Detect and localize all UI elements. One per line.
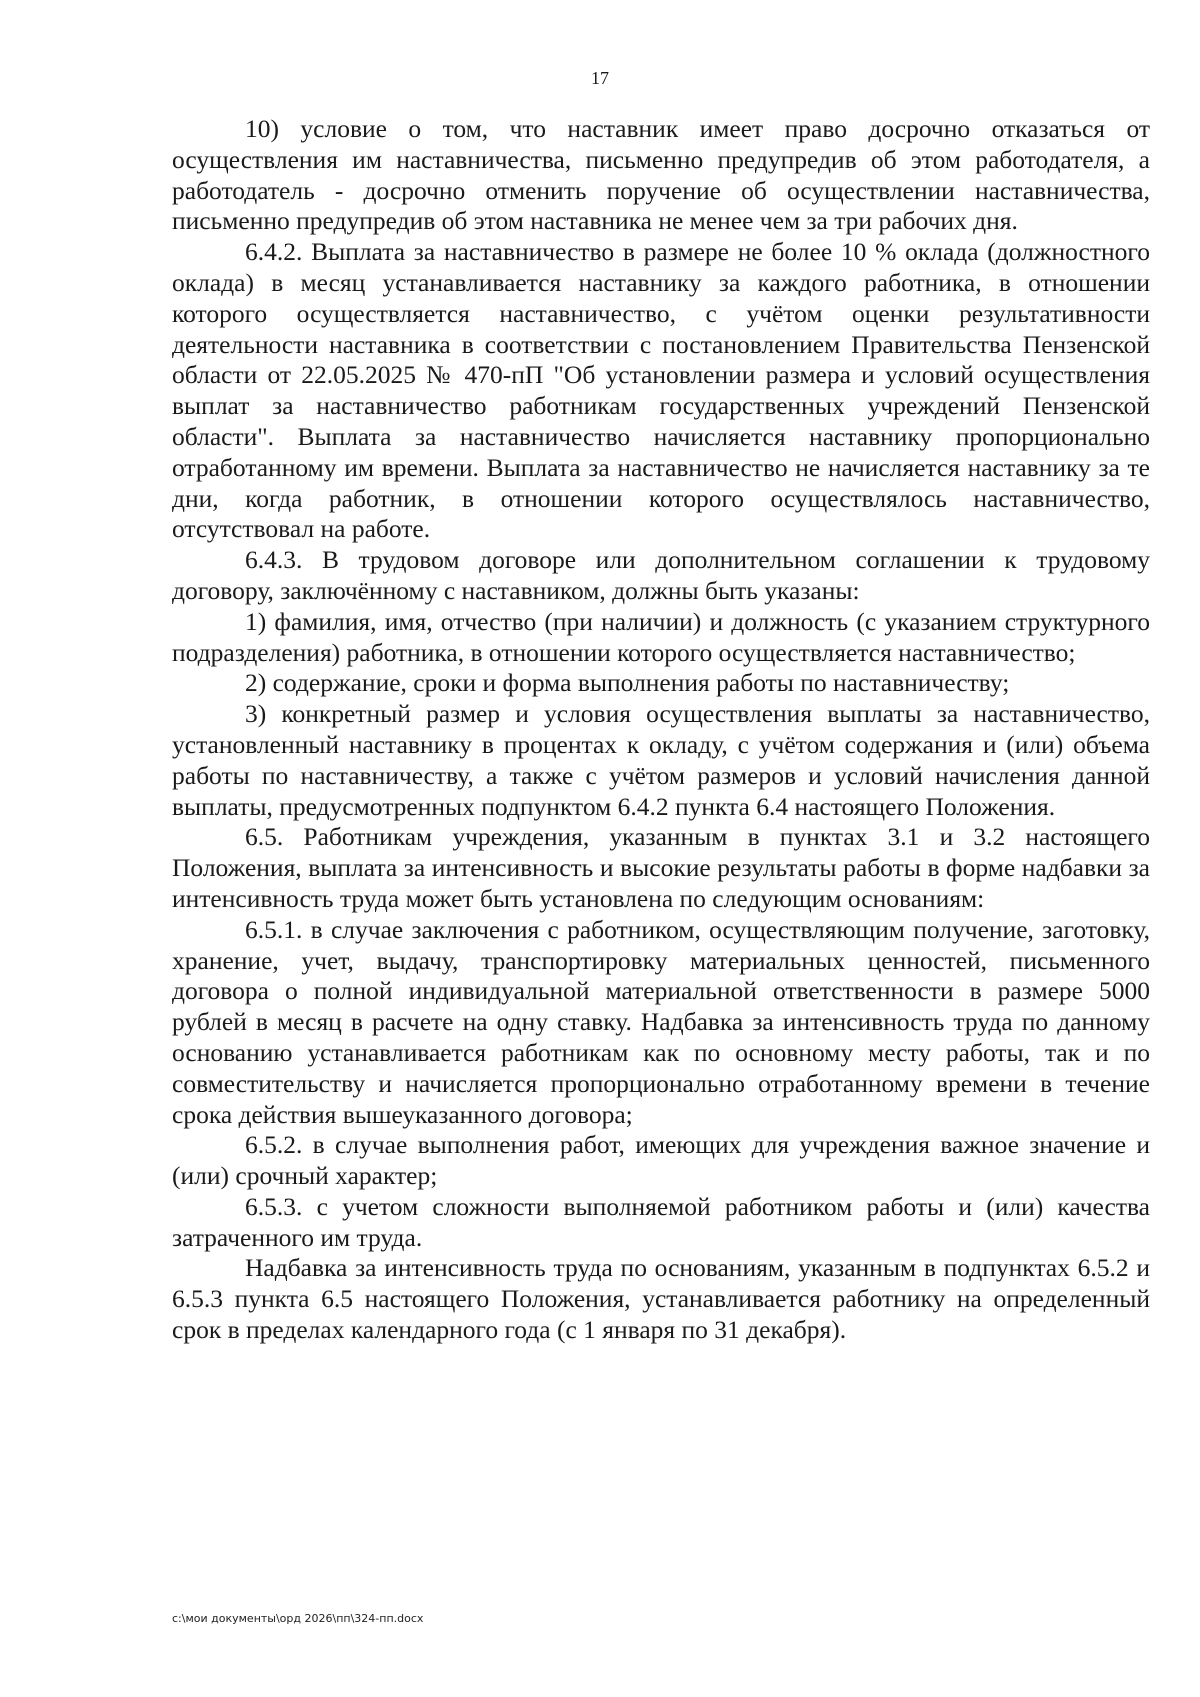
file-path-footer: c:\мои документы\орд 2026\пп\324-пп.docx <box>172 1612 424 1625</box>
page-number: 17 <box>591 68 609 88</box>
paragraph-6-5-1: 6.5.1. в случае заключения с работником, осуществляющим получение, заготовку, хранение, учет, выдачу, транспортировку материальных ценностей, письменного договора о полной индивидуальной материальной ответственности в размере 5000 рублей в месяц в расчете на одну ставку. Надбавка за интенсивность труда по данному основанию устанавливается работникам как по основному месту работы, так и по совместительству и начисляется пропорционально отработанному времени в течение срока действия вышеуказанного договора; <box>172 914 1150 1129</box>
paragraph-intensity-allowance: Надбавка за интенсивность труда по основаниям, указанным в подпунктах 6.5.2 и 6.5.3 пункта 6.5 настоящего Положения, устанавливается работнику на определенный срок в пределах календарного года (с 1 января по 31 декабря). <box>172 1253 1150 1345</box>
paragraph-item-10-mentor-refusal: 10) условие о том, что наставник имеет право досрочно отказаться от осуществления им наставничества, письменно предупредив об этом работодателя, а работодатель - досрочно отменить поручение об осуществлении наставничества, письменно предупредив об этом наставника не менее чем за три рабочих дня. <box>172 114 1150 236</box>
list-item-3: 3) конкретный размер и условия осуществления выплаты за наставничество, установленный наставнику в процентах к окладу, с учётом содержания и (или) объема работы по наставничеству, а также с учётом размеров и условий начисления данной выплаты, предусмотренных подпунктом 6.4.2 пункта 6.4 настоящего Положения. <box>172 699 1150 821</box>
list-item-2: 2) содержание, сроки и форма выполнения работы по наставничеству; <box>245 668 1010 698</box>
list-item-1: 1) фамилия, имя, отчество (при наличии) и должность (с указанием структурного подразделения) работника, в отношении которого осуществляется наставничество; <box>172 606 1150 667</box>
paragraph-6-4-2: 6.4.2. Выплата за наставничество в размере не более 10 % оклада (должностного оклада) в месяц устанавливается наставнику за каждого работника, в отношении которого осуществляется наставничество, с учётом оценки результативности деятельности наставника в соответствии с постановлением Правительства Пензенской области от 22.05.2025 № 470-пП "Об установлении размера и условий осуществления выплат за наставничество работникам государственных учреждений Пензенской области". Выплата за наставничество начисляется наставнику пропорционально отработанному им времени. Выплата за наставничество не начисляется наставнику за те дни, когда работник, в отношении которого осуществлялось наставничество, отсутствовал на работе. <box>172 237 1150 544</box>
paragraph-6-5-3: 6.5.3. с учетом сложности выполняемой работником работы и (или) качества затраченного им труда. <box>172 1191 1150 1252</box>
paragraph-6-4-3: 6.4.3. В трудовом договоре или дополнительном соглашении к трудовому договору, заключённому с наставником, должны быть указаны: <box>172 545 1150 605</box>
paragraph-6-5: 6.5. Работникам учреждения, указанным в пунктах 3.1 и 3.2 настоящего Положения, выплата за интенсивность и высокие результаты работы в форме надбавки за интенсивность труда может быть установлена по следующим основаниям: <box>172 822 1150 913</box>
paragraph-6-5-2: 6.5.2. в случае выполнения работ, имеющих для учреждения важное значение и (или) срочный характер; <box>172 1130 1150 1191</box>
document-body <box>172 114 1150 1346</box>
